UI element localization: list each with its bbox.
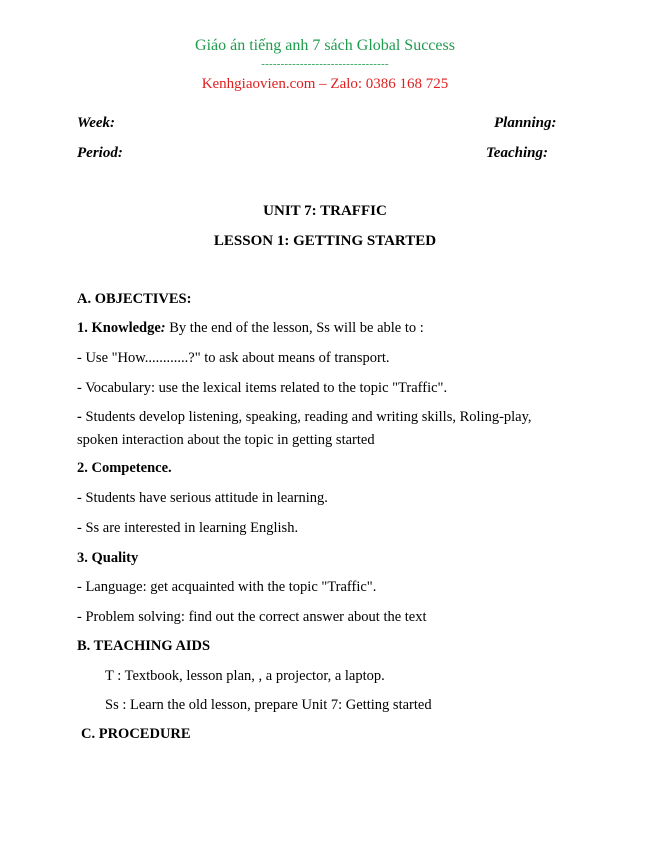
competence-item: - Students have serious attitude in learning. (77, 490, 328, 506)
skills-text-1: Students develop listening, speaking, reading and writing skills, Roling-play, (81, 409, 532, 425)
period-label: Period: (77, 145, 123, 161)
objective-item: - Vocabulary: use the lexical items related to the topic "Traffic". (77, 380, 448, 396)
teacher-aids: T : Textbook, lesson plan, , a projector, a laptop. (105, 668, 385, 684)
procedure-heading: C. PROCEDURE (81, 726, 191, 742)
competence-item: - Ss are interested in learning English. (77, 520, 299, 536)
skills-dash: - (77, 409, 82, 425)
teaching-label: Teaching: (486, 145, 548, 161)
skills-line-2: spoken interaction about the topic in getting started (77, 432, 375, 448)
planning-label: Planning: (494, 115, 557, 131)
knowledge-line (77, 320, 424, 337)
week-label: Week: (77, 115, 116, 131)
competence-heading: 2. Competence. (77, 460, 172, 476)
unit-title: UNIT 7: TRAFFIC (263, 203, 387, 219)
knowledge-text: By the end of the lesson, Ss will be able to : (165, 320, 424, 336)
lesson-title: LESSON 1: GETTING STARTED (213, 233, 437, 249)
quality-heading: 3. Quality (77, 550, 139, 566)
teaching-aids-heading: B. TEACHING AIDS (77, 638, 211, 654)
knowledge-label: 1. Knowledge (77, 320, 161, 336)
objective-item: - Use "How............?" to ask about means of transport. (77, 350, 390, 366)
objectives-heading: A. OBJECTIVES: (77, 291, 192, 307)
student-aids: Ss : Learn the old lesson, prepare Unit 7: Getting started (105, 697, 432, 713)
quality-item: - Language: get acquainted with the topic "Traffic". (77, 579, 377, 595)
knowledge-colon: : (160, 320, 166, 336)
header-divider: --------------------------------- (261, 58, 389, 70)
skills-line-1 (77, 409, 532, 426)
quality-item: - Problem solving: find out the correct answer about the text (77, 609, 427, 625)
header-title: Giáo án tiếng anh 7 sách Global Success (195, 37, 455, 54)
header-site-contact: Kenhgiaovien.com – Zalo: 0386 168 725 (201, 76, 449, 92)
